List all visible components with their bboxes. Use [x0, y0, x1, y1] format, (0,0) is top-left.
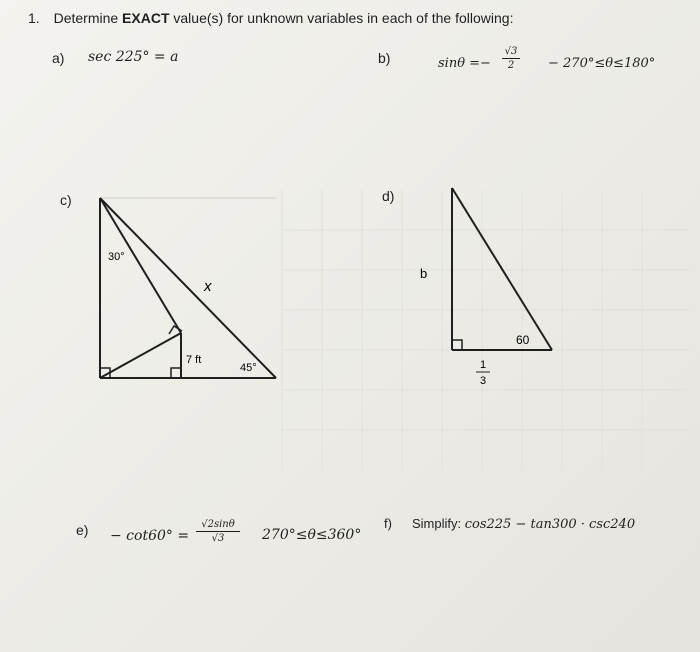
part-e-frac-bar [196, 531, 240, 532]
part-c-lower-line [100, 333, 181, 378]
part-c-diagram [90, 188, 290, 388]
question-number: 1. [28, 10, 40, 26]
question-title-bold: EXACT [122, 10, 170, 26]
part-c-label: c) [60, 192, 72, 208]
part-d-hypotenuse [452, 188, 552, 350]
part-f-label: f) [384, 516, 392, 531]
part-d-right-angle-mark [452, 340, 462, 350]
question-header [28, 10, 513, 26]
part-e-domain: 270°≤θ≤360° [262, 527, 362, 543]
part-e-frac-den: √3 [211, 533, 225, 544]
part-e-lhs: − cot60° = [110, 528, 190, 544]
part-c-hypotenuse [100, 198, 276, 378]
part-c-inner-line [100, 198, 181, 333]
question-title-suffix: value(s) for unknown variables in each of the following: [169, 10, 514, 26]
part-c-angle-bottom: 45° [240, 362, 257, 374]
part-a-expression: sec 225° = a [88, 49, 179, 65]
question-title-prefix: Determine [53, 10, 123, 26]
part-d-frac-den: 3 [479, 375, 487, 387]
part-c-altitude-right-angle-mark [171, 368, 181, 378]
part-b-domain: − 270°≤θ≤180° [548, 56, 656, 71]
part-b-label: b) [378, 50, 391, 66]
part-e-label: e) [76, 522, 89, 538]
part-d-angle: 60 [516, 333, 530, 347]
part-b-fraction [502, 46, 520, 71]
part-d-label: d) [382, 188, 395, 204]
part-f-expression: cos225 − tan300 · csc240 [464, 517, 636, 532]
part-d-frac-num: 1 [479, 359, 487, 371]
part-e-fraction [196, 519, 240, 544]
part-f-prefix: Simplify: [412, 516, 465, 531]
part-b-frac-bar [502, 58, 520, 59]
part-d-side-b: b [420, 266, 428, 281]
part-c-angle-top: 30° [108, 251, 125, 263]
part-e-frac-num: √2sinθ [201, 519, 235, 530]
part-b-frac-num: √3 [504, 46, 518, 57]
part-d-diagram [412, 178, 562, 398]
part-b-frac-den: 2 [507, 60, 515, 71]
part-c-hyp-label: x [204, 278, 212, 295]
part-a-label: a) [52, 50, 65, 66]
part-c-altitude-label: 7 ft [186, 354, 202, 366]
part-b-lhs: sinθ =− [438, 56, 491, 71]
part-f-statement [412, 516, 635, 532]
